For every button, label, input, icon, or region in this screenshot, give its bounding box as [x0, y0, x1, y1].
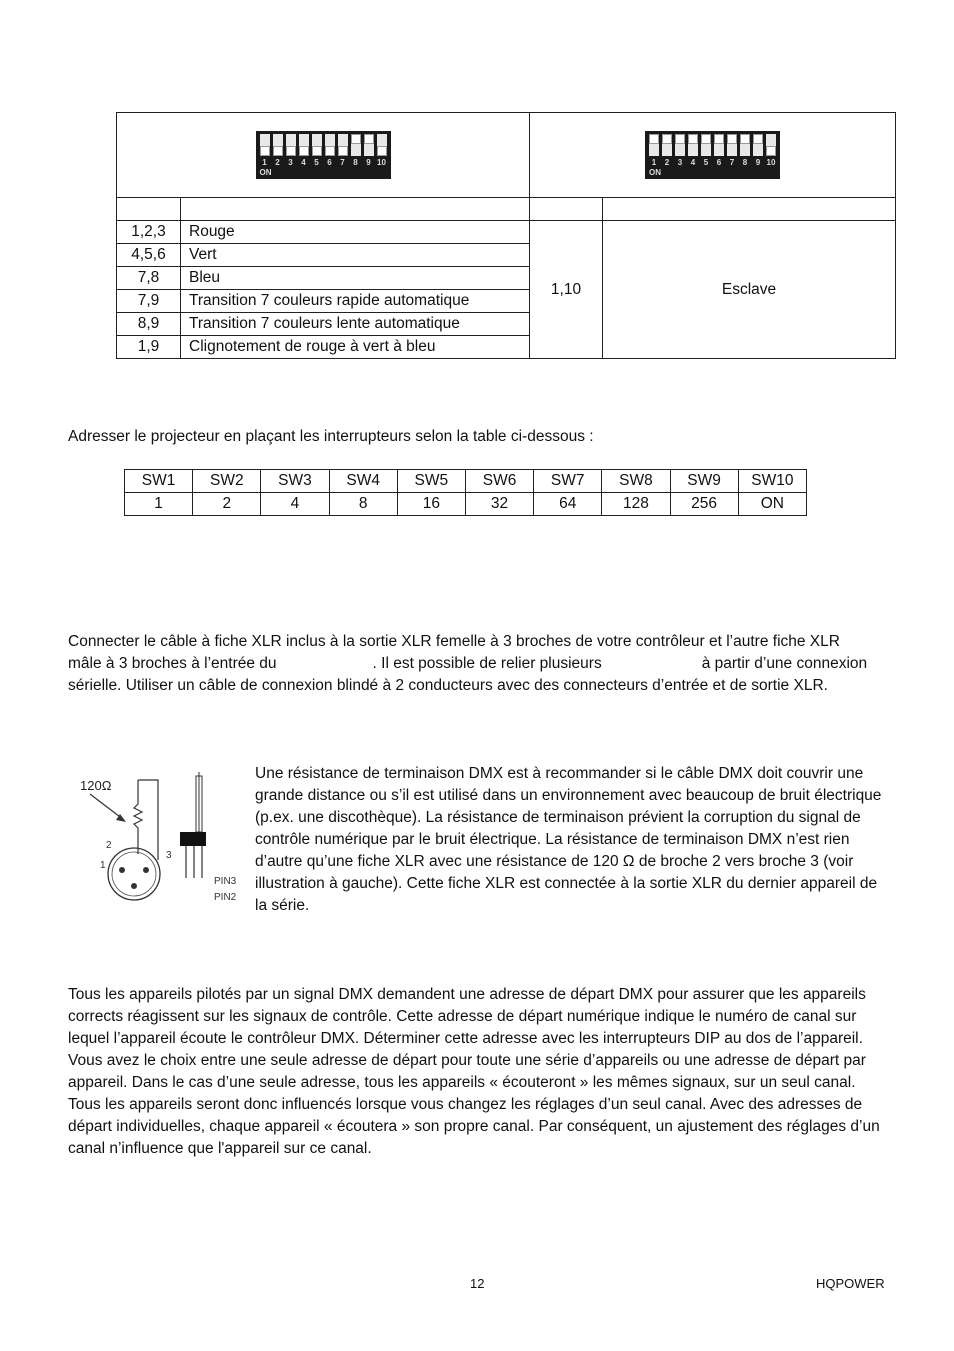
- sw-value-cell: 4: [261, 493, 329, 516]
- dip-on-label: ON: [649, 167, 661, 177]
- sw-table: [124, 469, 807, 516]
- dip-number: 4: [690, 157, 696, 167]
- dip-toggle: [662, 134, 672, 156]
- pin-number: 3: [166, 850, 172, 861]
- dip-toggle: [727, 134, 737, 156]
- dip-on-label: ON: [259, 167, 272, 177]
- pin-number: 2: [106, 840, 112, 851]
- sw-value-cell: 2: [193, 493, 261, 516]
- mode-desc: Rouge: [181, 221, 530, 244]
- sw-header-cell: SW3: [261, 470, 329, 493]
- dip-number: 10: [766, 157, 776, 167]
- xlr-termination-figure: [72, 770, 248, 910]
- dip-toggle: [364, 134, 374, 156]
- dip-number: 8: [742, 157, 748, 167]
- sw-header-cell: SW10: [738, 470, 806, 493]
- dmx-address-paragraph: Tous les appareils pilotés par un signal DMX demandent une adresse de départ DMX pour assurer que les appareils corrects réagissent sur les signaux de contrôle. Cette adresse de départ numérique indique le numéro de canal sur lequel l’appareil écoute le contrôleur DMX. Déterminer cette adresse avec les interrupteurs DIP au dos de l’appareil. Vous avez le choix entre une seule adresse de départ pour toute une série d’appareils ou une adresse de départ par appareil. Dans le cas d’une seule adresse, tous les appareils « écouteront » les mêmes signaux, sur un seul canal. Tous les appareils seront donc influencés lorsque vous changez les réglages d’un seul canal. Avec des adresses de départ individuelles, chaque appareil « écoutera » son propre canal. Par conséquent, un ajustement des réglages d’un canal n’influence que l'appareil sur ce canal.: [68, 986, 880, 1157]
- sw-header-cell: SW9: [670, 470, 738, 493]
- sw-header-cell: SW2: [193, 470, 261, 493]
- dip-number: 2: [664, 157, 670, 167]
- pin-number: 1: [100, 860, 106, 871]
- sw-header-cell: SW5: [397, 470, 465, 493]
- empty-cell: [603, 198, 896, 221]
- dip-toggle: [351, 134, 361, 156]
- dip-number: 9: [366, 157, 371, 167]
- empty-cell: [117, 198, 181, 221]
- sw-header-cell: SW8: [602, 470, 670, 493]
- empty-cell: [530, 198, 603, 221]
- page-number: 12: [470, 1276, 485, 1291]
- slave-label: Esclave: [603, 221, 896, 359]
- sw-header-cell: SW6: [465, 470, 533, 493]
- connect-text: mâle à 3 broches à l’entrée du: [68, 655, 277, 672]
- dip-toggle: [377, 134, 387, 156]
- sw-header-row: [125, 470, 807, 493]
- dip-toggle: [701, 134, 711, 156]
- dip-cell-slave: [530, 113, 896, 198]
- sw-value-cell: 8: [329, 493, 397, 516]
- sw-value-cell: 128: [602, 493, 670, 516]
- dip-toggle: [714, 134, 724, 156]
- mode-desc: Transition 7 couleurs rapide automatique: [181, 290, 530, 313]
- pin2-label: PIN2: [214, 892, 237, 903]
- sw-header-cell: SW4: [329, 470, 397, 493]
- mode-table: [116, 112, 896, 359]
- connect-line-1: Connecter le câble à fiche XLR inclus à la sortie XLR femelle à 3 broches de votre contrôleur et l’autre fiche XLR: [68, 633, 840, 650]
- resistor-label: 120Ω: [80, 778, 112, 793]
- dip-toggle: [273, 134, 283, 156]
- dip-toggle: [338, 134, 348, 156]
- dip-number: 4: [301, 157, 306, 167]
- slave-code: 1,10: [530, 221, 603, 359]
- footer-brand: HQPOWER: [816, 1276, 885, 1291]
- dip-number: 1: [262, 157, 267, 167]
- sw-value-cell: 256: [670, 493, 738, 516]
- sw-header-cell: SW7: [534, 470, 602, 493]
- mode-desc: Transition 7 couleurs lente automatique: [181, 313, 530, 336]
- mode-code: 1,9: [117, 336, 181, 359]
- address-intro: Adresser le projecteur en plaçant les interrupteurs selon la table ci-dessous :: [68, 428, 594, 445]
- sw-value-cell: 16: [397, 493, 465, 516]
- dip-number: 7: [340, 157, 345, 167]
- dip-number: 5: [703, 157, 709, 167]
- dip-toggle: [286, 134, 296, 156]
- mode-desc: Bleu: [181, 267, 530, 290]
- dip-number: 6: [716, 157, 722, 167]
- dip-number: 10: [377, 157, 386, 167]
- dip-number: 1: [651, 157, 657, 167]
- dip-toggle: [312, 134, 322, 156]
- dip-switch-icon: [645, 131, 780, 179]
- pin3-label: PIN3: [214, 876, 237, 887]
- mode-desc: Vert: [181, 244, 530, 267]
- dip-toggle: [688, 134, 698, 156]
- connect-line-3: sérielle. Utiliser un câble de connexion blindé à 2 conducteurs avec des connecteurs d’entrée et de sortie XLR.: [68, 677, 828, 694]
- dip-number: 9: [755, 157, 761, 167]
- dip-toggle: [260, 134, 270, 156]
- dip-number: 6: [327, 157, 332, 167]
- empty-cell: [181, 198, 530, 221]
- dip-toggle: [325, 134, 335, 156]
- connect-text: à partir d’une connexion: [701, 655, 868, 672]
- dip-toggle: [753, 134, 763, 156]
- sw-value-row: [125, 493, 807, 516]
- connect-paragraph: [68, 631, 898, 697]
- dip-toggle: [740, 134, 750, 156]
- dip-toggle: [649, 134, 659, 156]
- sw-value-cell: 32: [465, 493, 533, 516]
- sw-value-cell: 64: [534, 493, 602, 516]
- sw-value-cell: ON: [738, 493, 806, 516]
- dip-number: 3: [677, 157, 683, 167]
- connect-text: . Il est possible de relier plusieurs: [372, 655, 602, 672]
- mode-code: 4,5,6: [117, 244, 181, 267]
- mode-code: 1,2,3: [117, 221, 181, 244]
- mode-code: 7,8: [117, 267, 181, 290]
- dip-cell-color: [117, 113, 530, 198]
- dip-number: 8: [353, 157, 358, 167]
- dip-number: 2: [275, 157, 280, 167]
- connect-line-2: [68, 653, 898, 675]
- mode-code: 7,9: [117, 290, 181, 313]
- dip-toggle: [299, 134, 309, 156]
- dip-number: 3: [288, 157, 293, 167]
- dip-number: 5: [314, 157, 319, 167]
- mode-desc: Clignotement de rouge à vert à bleu: [181, 336, 530, 359]
- mode-code: 8,9: [117, 313, 181, 336]
- sw-header-cell: SW1: [125, 470, 193, 493]
- sw-value-cell: 1: [125, 493, 193, 516]
- dip-toggle: [675, 134, 685, 156]
- dip-number: 7: [729, 157, 735, 167]
- dip-toggle: [766, 134, 776, 156]
- termination-paragraph: Une résistance de terminaison DMX est à recommander si le câble DMX doit couvrir une grande distance ou s’il est utilisé dans un environnement avec beaucoup de bruit électrique (p.ex. une discothèque). La résistance de terminaison prévient la corruption du signal de contrôle numérique par le bruit électrique. La résistance de terminaison DMX n’est rien d’autre qu’une fiche XLR avec une résistance de 120 Ω de broche 2 vers broche 3 (voir illustration à gauche). Cette fiche XLR est connectée à la sortie XLR du dernier appareil de la série.: [255, 765, 882, 914]
- dip-switch-icon: [256, 131, 391, 179]
